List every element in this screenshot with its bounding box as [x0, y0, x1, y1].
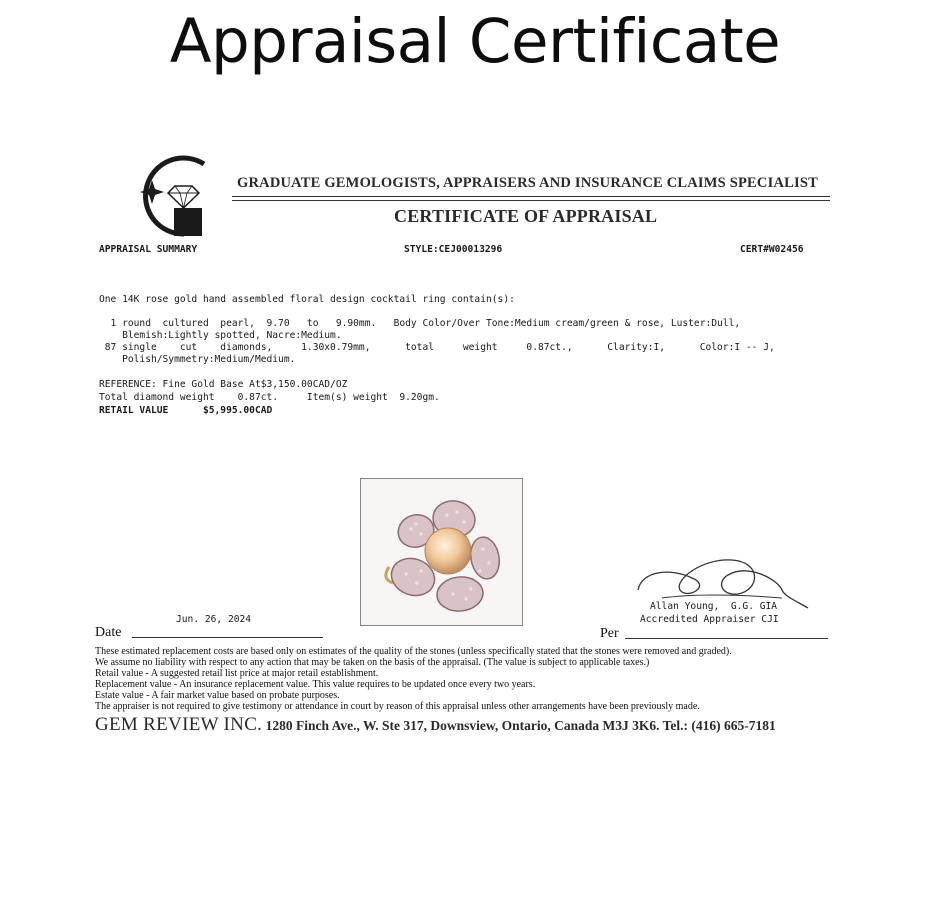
header-rule-thin: [232, 200, 830, 201]
company-logo: [122, 152, 208, 244]
disclaimer-line: These estimated replacement costs are based only on estimates of the quality of the stones (unless specifically stated that the stones were removed and graded).: [95, 646, 732, 657]
disclaimer-line: Estate value - A fair market value based on probate purposes.: [95, 690, 340, 701]
appraiser-name: Allan Young, G.G. GIA: [650, 601, 778, 612]
date-line: [132, 637, 323, 638]
cert-number: CERT#W02456: [740, 244, 804, 255]
per-label: Per: [600, 626, 619, 641]
ring-image: [361, 479, 522, 625]
disclaimer-line: We assume no liability with respect to any action that may be taken on the basis of the appraisal. (The value is subject to applicable taxes.): [95, 657, 650, 668]
appraiser-title: Accredited Appraiser CJI: [640, 614, 779, 625]
total-weight: Total diamond weight 0.87ct. Item(s) weight 9.20gm.: [99, 392, 440, 403]
appraisal-summary-label: APPRAISAL SUMMARY: [99, 244, 198, 255]
gold-reference: REFERENCE: Fine Gold Base At$3,150.00CAD/OZ: [99, 379, 348, 390]
ring-photo: [360, 478, 523, 626]
disclaimer-line: Replacement value - An insurance replacement value. This value requires to be updated once every two years.: [95, 679, 536, 690]
certificate-title: CERTIFICATE OF APPRAISAL: [394, 206, 658, 226]
company-name: GEM REVIEW INC.: [95, 714, 263, 735]
organization-line: GRADUATE GEMOLOGISTS, APPRAISERS AND INSURANCE CLAIMS SPECIALIST: [237, 175, 818, 191]
style-number: STYLE:CEJ00013296: [404, 244, 503, 255]
retail-value: RETAIL VALUE $5,995.00CAD: [99, 405, 273, 416]
disclaimer-line: Retail value - A suggested retail list price at major retail establishment.: [95, 668, 379, 679]
diamond-detail-line1: 87 single cut diamonds, 1.30x0.79mm, total weight 0.87ct., Clarity:I, Color:I -- J,: [99, 342, 775, 353]
date-value: Jun. 26, 2024: [176, 614, 252, 625]
pearl-detail-line1: 1 round cultured pearl, 9.70 to 9.90mm. Body Color/Over Tone:Medium cream/green & rose, Luster:Dull,: [99, 318, 741, 329]
header-rule: [232, 196, 830, 197]
diamond-detail-line2: Polish/Symmetry:Medium/Medium.: [99, 354, 296, 365]
pearl-detail-line2: Blemish:Lightly spotted, Nacre:Medium.: [99, 330, 342, 341]
disclaimer-line: The appraiser is not required to give testimony or attendance in court by reason of this appraisal unless other arrangements have been previously made.: [95, 701, 700, 712]
date-label: Date: [95, 625, 122, 640]
company-footer: [95, 714, 776, 736]
page-heading: Appraisal Certificate: [169, 6, 781, 77]
company-address: 1280 Finch Ave., W. Ste 317, Downsview, Ontario, Canada M3J 3K6. Tel.: (416) 665-7181: [262, 718, 776, 733]
item-description: One 14K rose gold hand assembled floral design cocktail ring contain(s):: [99, 294, 515, 305]
per-line: [625, 638, 828, 639]
